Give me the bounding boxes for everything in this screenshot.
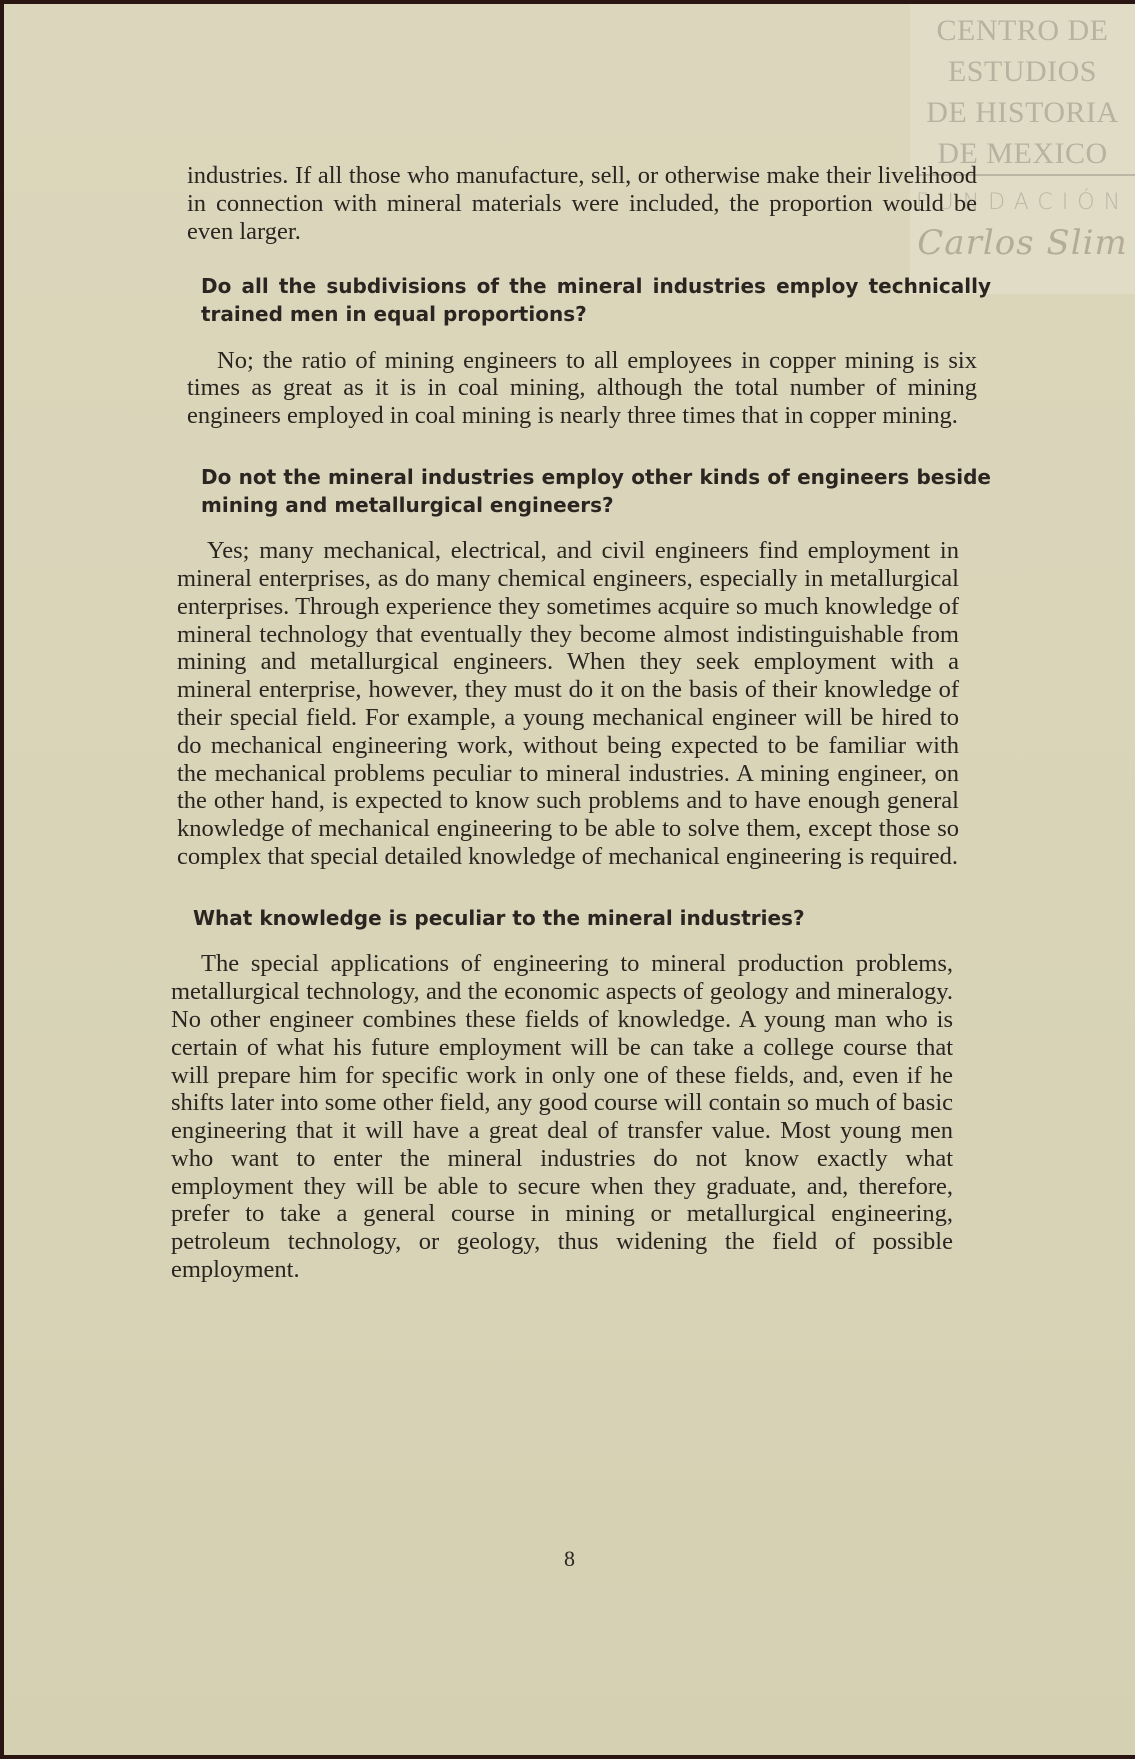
- answer-paragraph: The special applications of engineering to mineral production problems, metallurgical technology, and the economic aspects of geology and mineralogy. No other engineer combines these fields of knowledge. A young man who is certain of what his future employment will be can take a college course that will prepare him for specific work in only one of these fields, and, even if he shifts later into some other field, any good course will contain so much of basic engineering that it will have a great deal of transfer value. Most young men who want to enter the mineral industries do not know exactly what employment they will be able to secure when they graduate, and, therefore, prefer to take a general course in mining or metallurgical engineering, petroleum technology, or geology, thus widening the field of possible employment.: [171, 950, 953, 1284]
- answer-paragraph: No; the ratio of mining engineers to all employees in copper mining is six times as great as it is in coal mining, although the total number of mining engineers employed in coal mining is nearly three times that in copper mining.: [187, 346, 977, 430]
- watermark-line: ESTUDIOS: [947, 55, 1097, 88]
- question-heading: Do all the subdivisions of the mineral industries employ technically trained men in equal proportions?: [201, 274, 991, 326]
- watermark-line: DE HISTORIA: [926, 96, 1119, 129]
- page-content: [171, 162, 991, 1284]
- page-number: 8: [564, 1546, 575, 1571]
- watermark-signature: Carlos Slim: [917, 223, 1128, 263]
- question-heading: What knowledge is peculiar to the mineral industries?: [193, 905, 805, 930]
- watermark-line: DE MEXICO: [937, 137, 1108, 170]
- intro-paragraph: industries. If all those who manufacture, sell, or otherwise make their livelihood in connection with mineral materials were included, the proportion would be even larger.: [187, 162, 977, 245]
- question-heading: Do not the mineral industries employ other kinds of engineers beside mining and metallurgical engineers?: [201, 464, 991, 517]
- answer-paragraph: Yes; many mechanical, electrical, and civil engineers find employment in mineral enterprises, as do many chemical engineers, especially in metallurgical enterprises. Through experience they sometimes acquire so much knowledge of mineral technology that eventually they become almost indistinguishable from mining and metallurgical engineers. When they seek employment with a mineral enterprise, however, they must do it on the basis of their knowledge of their special field. For example, a young mechanical engineer will be hired to do mechanical engineering work, without being expected to be familiar with the mechanical problems peculiar to mineral industries. A mining engineer, on the other hand, is expected to know such problems and to have enough general knowledge of mechanical engineering to be able to solve them, except those so complex that special detailed knowledge of mechanical engineering is required.: [177, 537, 959, 870]
- document-page: [4, 4, 1135, 1755]
- watermark-fundacion: FUNDACIÓN: [915, 190, 1130, 215]
- watermark-line: CENTRO DE: [936, 14, 1109, 47]
